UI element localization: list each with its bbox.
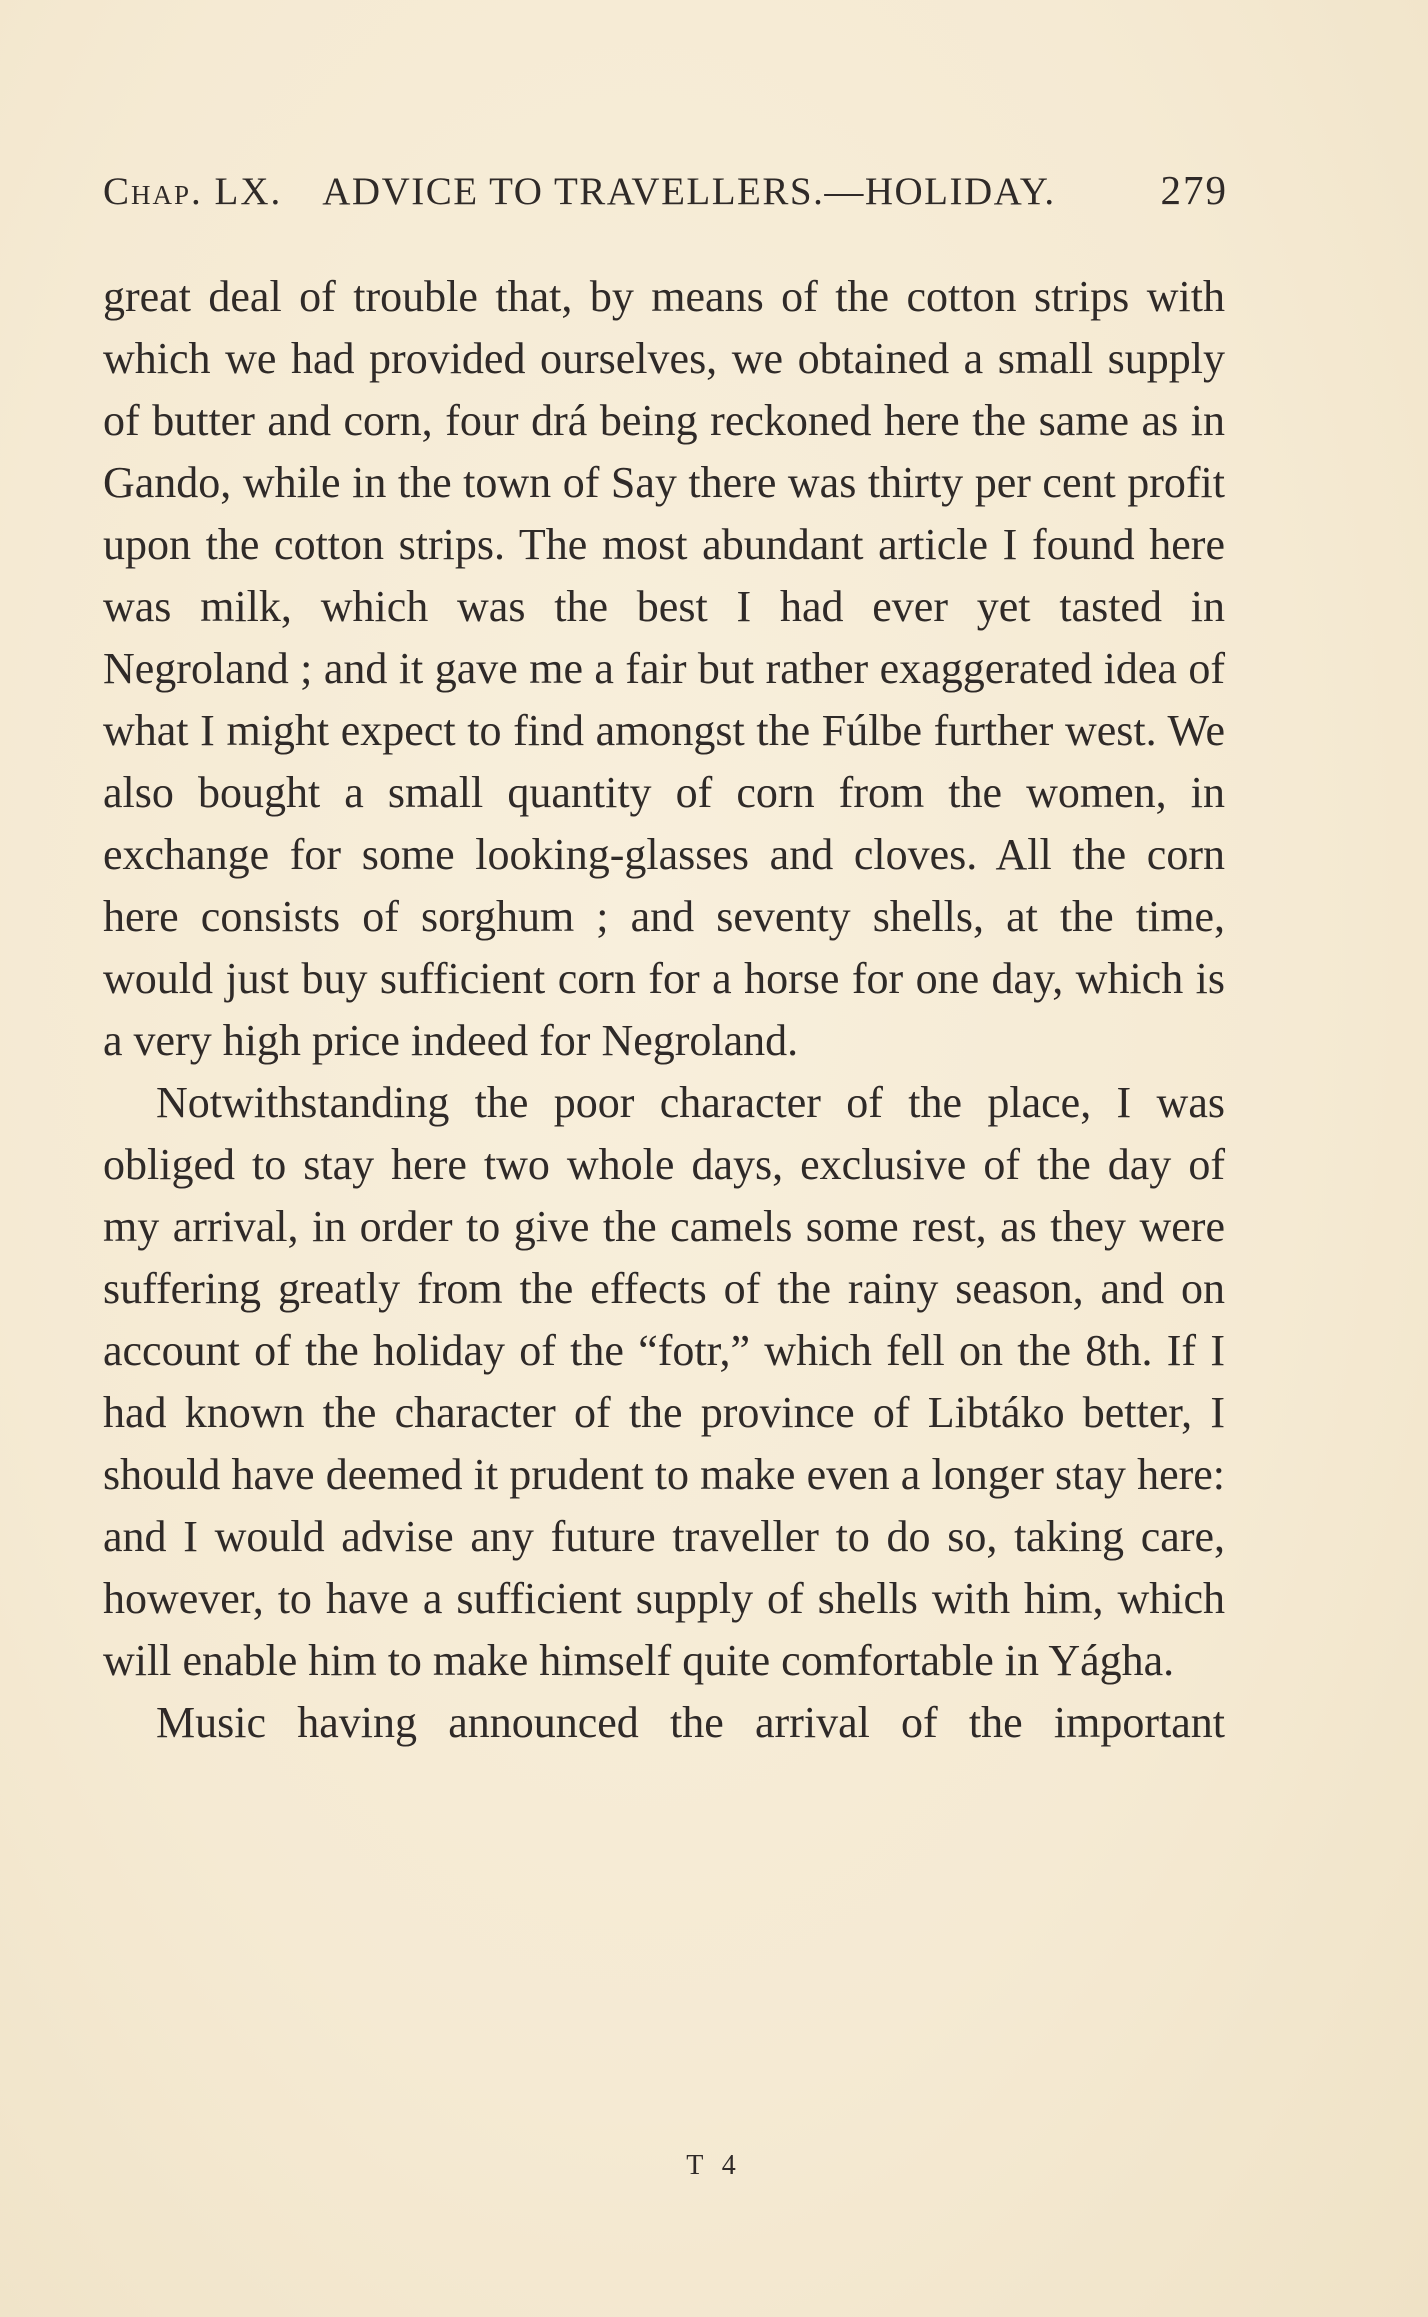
running-header — [103, 166, 1228, 222]
chapter-label: Chap. LX. — [103, 170, 283, 213]
signature-mark: T 4 — [686, 2150, 742, 2181]
paragraph-music: Music having announced the arrival of the important — [156, 1698, 1225, 1747]
paragraph-continuation: great deal of trouble that, by means of the cotton strips with which we had provided ourselves, we obtained a small supply of butter and corn, four drá being reckoned here the same as in Gando, while in the town of Say there was thirty per cent profit upon the cotton strips. The most abundant article I found here was milk, which was the best I had ever yet tasted in Negroland ; and it gave me a fair but rather exaggerated idea of what I might expect to find amongst the Fúlbe further west. We also bought a small quantity of corn from the women, in exchange for some looking-glasses and cloves. All the corn here consists of sorghum ; and seventy shells, at the time, would just buy sufficient corn for a horse for one day, which is a very high price indeed for Negroland. — [103, 272, 1225, 1065]
running-title: ADVICE TO TRAVELLERS.—HOLIDAY. — [322, 170, 1056, 213]
paragraph-notwithstanding: Notwithstanding the poor character of the place, I was obliged to stay here two whole days, exclusive of the day of my arrival, in order to give the camels some rest, as they were suffering greatly from the effects of the rainy season, and on account of the holiday of the “fotr,” which fell on the 8th. If I had known the character of the province of Libtáko better, I should have deemed it prudent to make even a longer stay here: and I would advise any future traveller to do so, taking care, however, to have a sufficient supply of shells with him, which will enable him to make himself quite comfortable in Yágha. — [103, 1078, 1225, 1685]
body-text — [103, 266, 1225, 1754]
page-number: 279 — [1160, 167, 1228, 213]
